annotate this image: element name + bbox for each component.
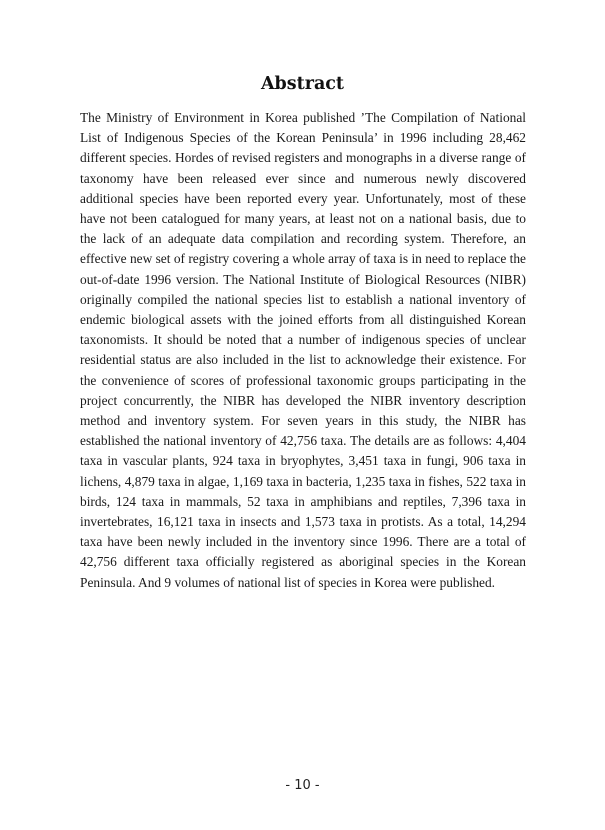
abstract-body: The Ministry of Environment in Korea published ’The Compilation of National List of Indigenous Species of the Korean Peninsula’ in 1996 including 28,462 different species. Hordes of revised registers and monographs in a diverse range of taxonomy have been released ever since and numerous newly discovered additional species have been reported every year. Unfortunately, most of these have not been catalogued for many years, at least not on a national basis, due to the lack of an adequate data compilation and recording system. Therefore, an effective new set of registry covering a whole array of taxa is in need to replace the out-of-date 1996 version. The National Institute of Biological Resources (NIBR) originally compiled the national species list to establish a national inventory of endemic biological assets with the joined efforts from all distinguished Korean taxonomists. It should be noted that a number of indigenous species of unclear residential status are also included in the list to acknowledge their existence. For the convenience of scores of professional taxonomic groups participating in the project concurrently, the NIBR has developed the NIBR inventory description method and inventory system. For seven years in this study, the NIBR has established the national inventory of 42,756 taxa. The details are as follows: 4,404 taxa in vascular plants, 924 taxa in bryophytes, 3,451 taxa in fungi, 906 taxa in lichens, 4,879 taxa in algae, 1,169 taxa in bacteria, 1,235 taxa in fishes, 522 taxa in birds, 124 taxa in mammals, 52 taxa in amphibians and reptiles, 7,396 taxa in invertebrates, 16,121 taxa in insects and 1,573 taxa in protists. As a total, 14,294 taxa have been newly included in the inventory since 1996. There are a total of 42,756 different taxa officially registered as aboriginal species in the Korean Peninsula. And 9 volumes of national list of species in Korea were published. bbox=[80, 110, 526, 590]
abstract-title: Abstract bbox=[260, 74, 345, 94]
page-number: - 10 - bbox=[285, 778, 320, 793]
